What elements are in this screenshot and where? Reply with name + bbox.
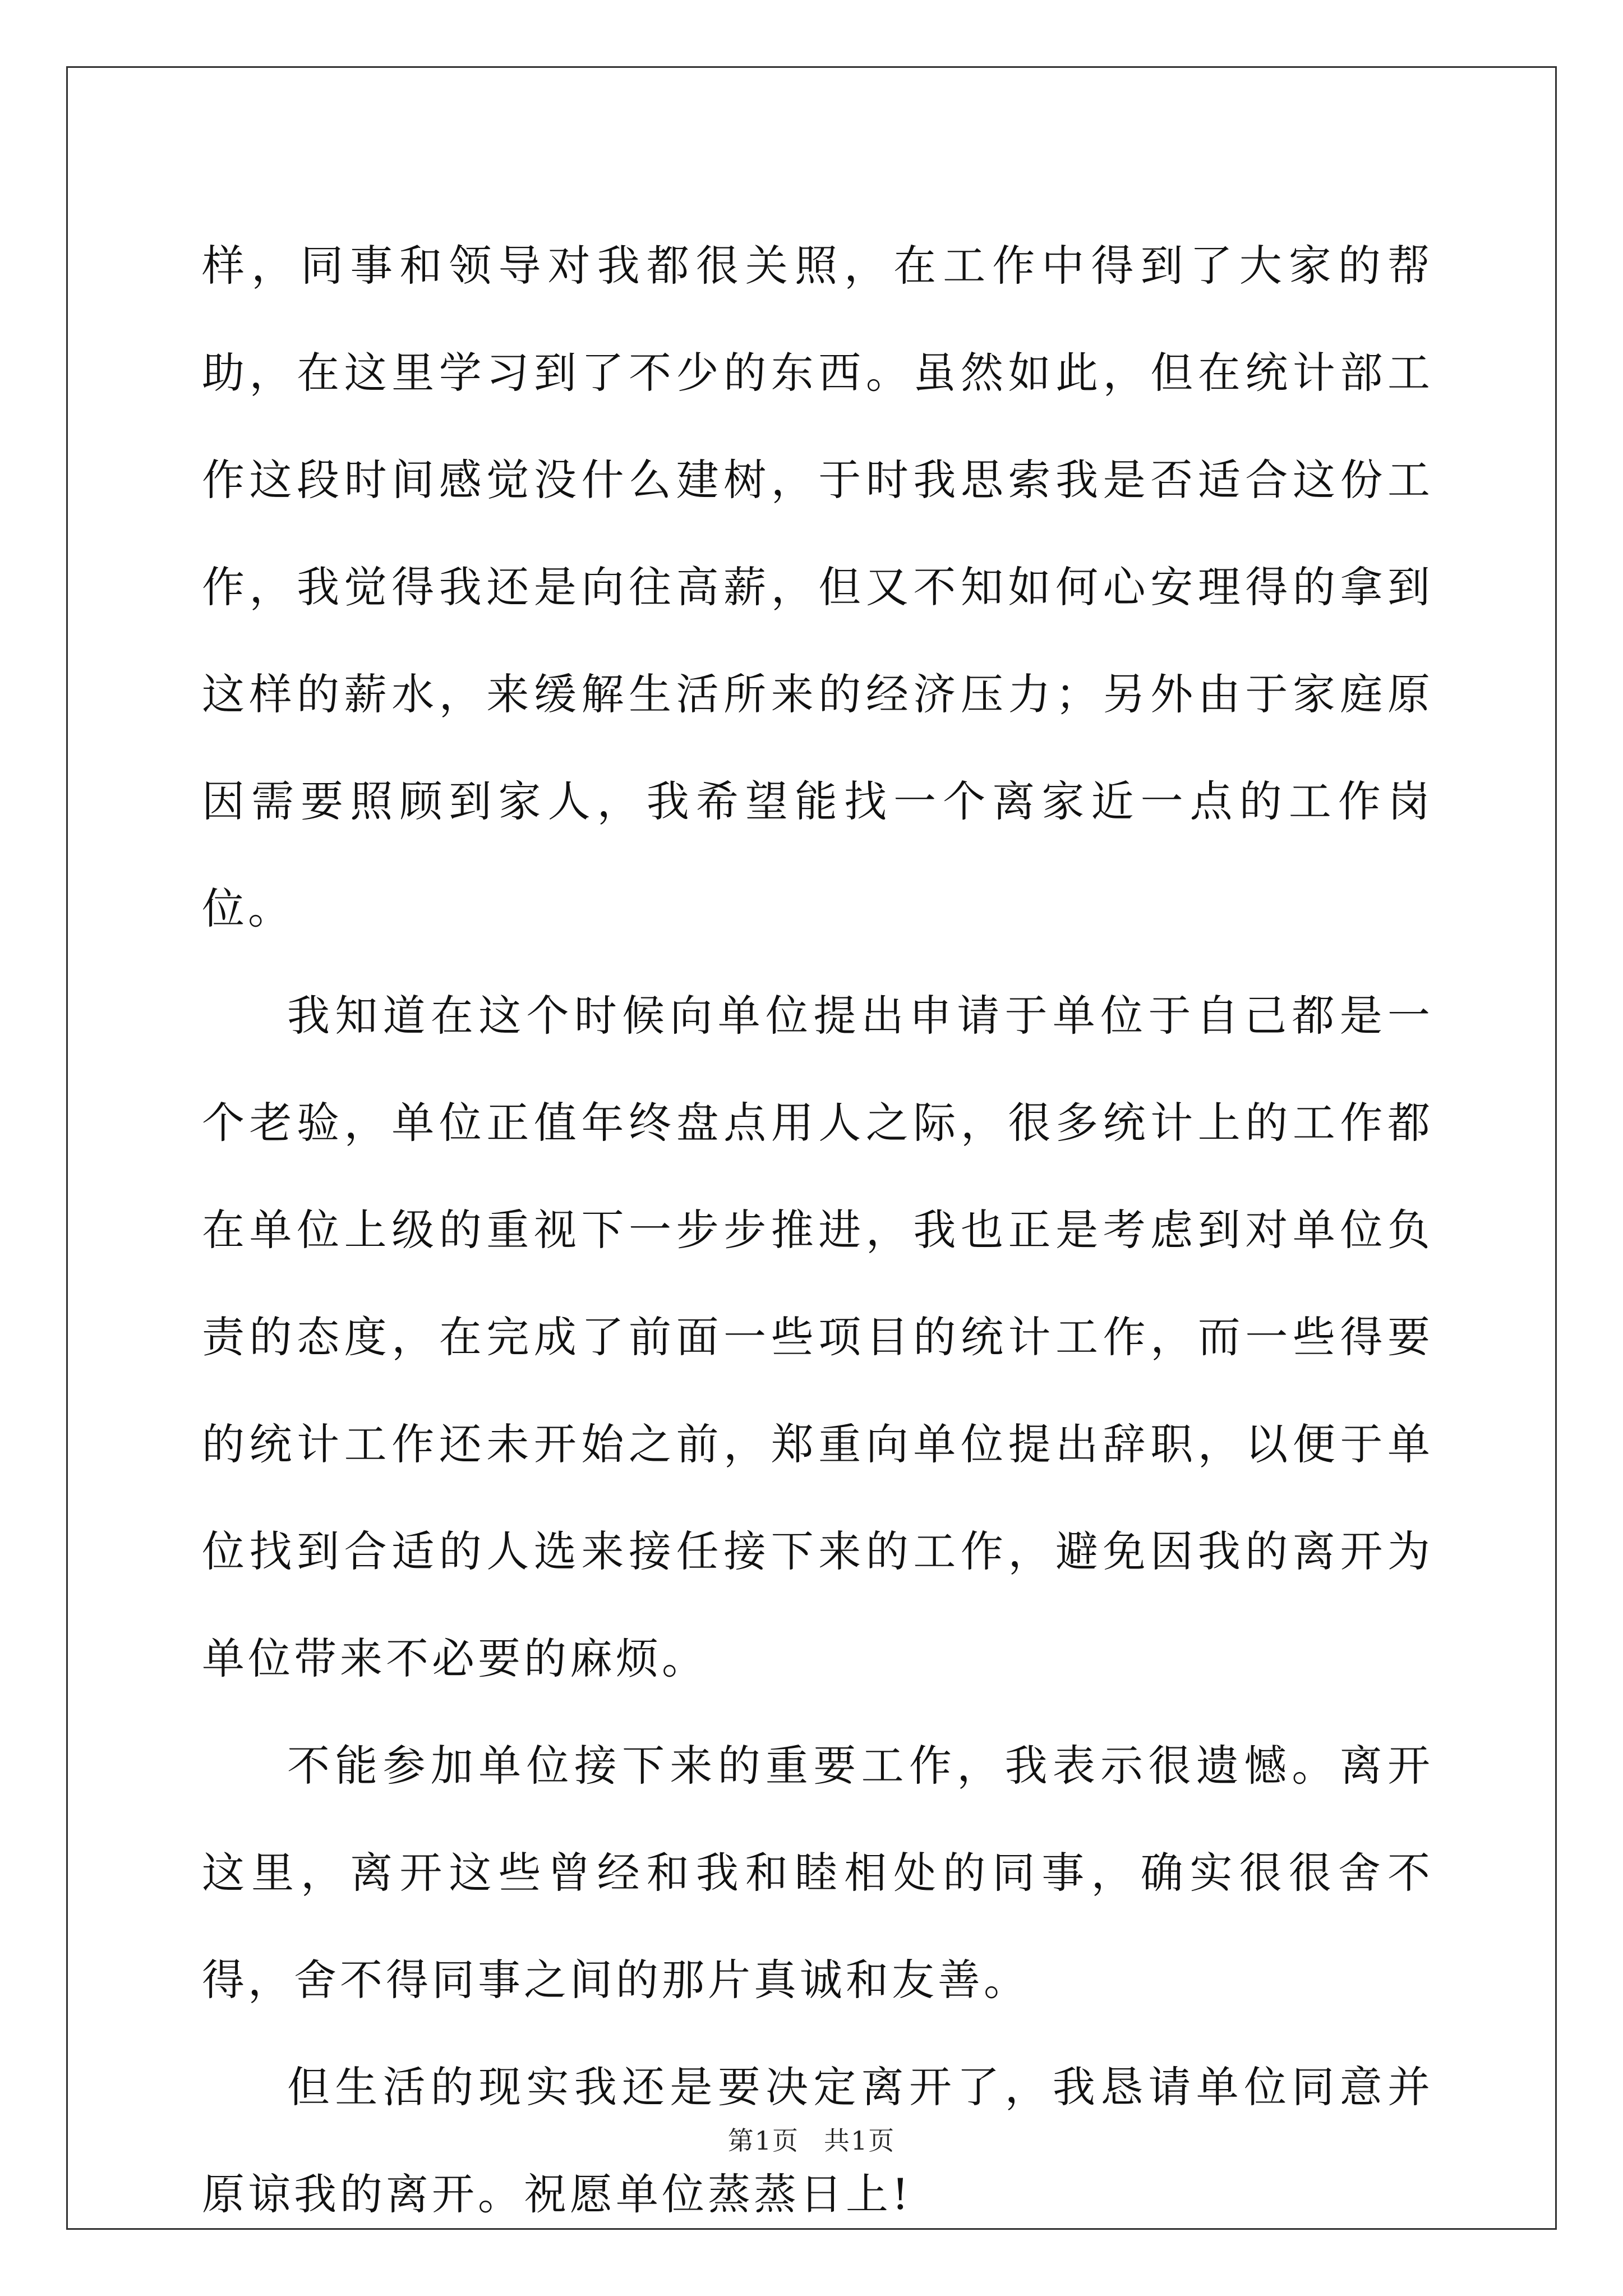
paragraph-4: 但生活的现实我还是要决定离开了，我恳请单位同意并原谅我的离开。祝愿单位蒸蒸日上! [202, 2062, 1433, 2219]
paragraph-1: 样，同事和领导对我都很关照，在工作中得到了大家的帮助，在这里学习到了不少的东西。虽然如此，但在统计部工作这段时间感觉没什么建树，于时我思索我是否适合这份工作，我觉得我还是向往高薪，但又不知如何心安理得的拿到这样的薪水，来缓解生活所来的经济压力；另外由于家庭原因需要照顾到家人，我希望能找一个离家近一点的工作岗位。 [202, 241, 1433, 933]
page-number: 第1页 [727, 2125, 799, 2156]
paragraph-2: 我知道在这个时候向单位提出申请于单位于自己都是一个老验，单位正值年终盘点用人之际，很多统计上的工作都在单位上级的重视下一步步推进，我也正是考虑到对单位负责的态度，在完成了前面一些项目的统计工作，而一些得要的统计工作还未开始之前，郑重向单位提出辞职，以便于单位找到合适的人选来接任接下来的工作，避免因我的离开为单位带来不必要的麻烦。 [202, 991, 1433, 1683]
page-footer [0, 2120, 1623, 2157]
document-body [202, 212, 1433, 2248]
paragraph-3: 不能参加单位接下来的重要工作，我表示很遗憾。离开这里，离开这些曾经和我和睦相处的同事，确实很很舍不得，舍不得同事之间的那片真诚和友善。 [202, 1741, 1433, 2005]
page-total: 共1页 [824, 2125, 896, 2156]
